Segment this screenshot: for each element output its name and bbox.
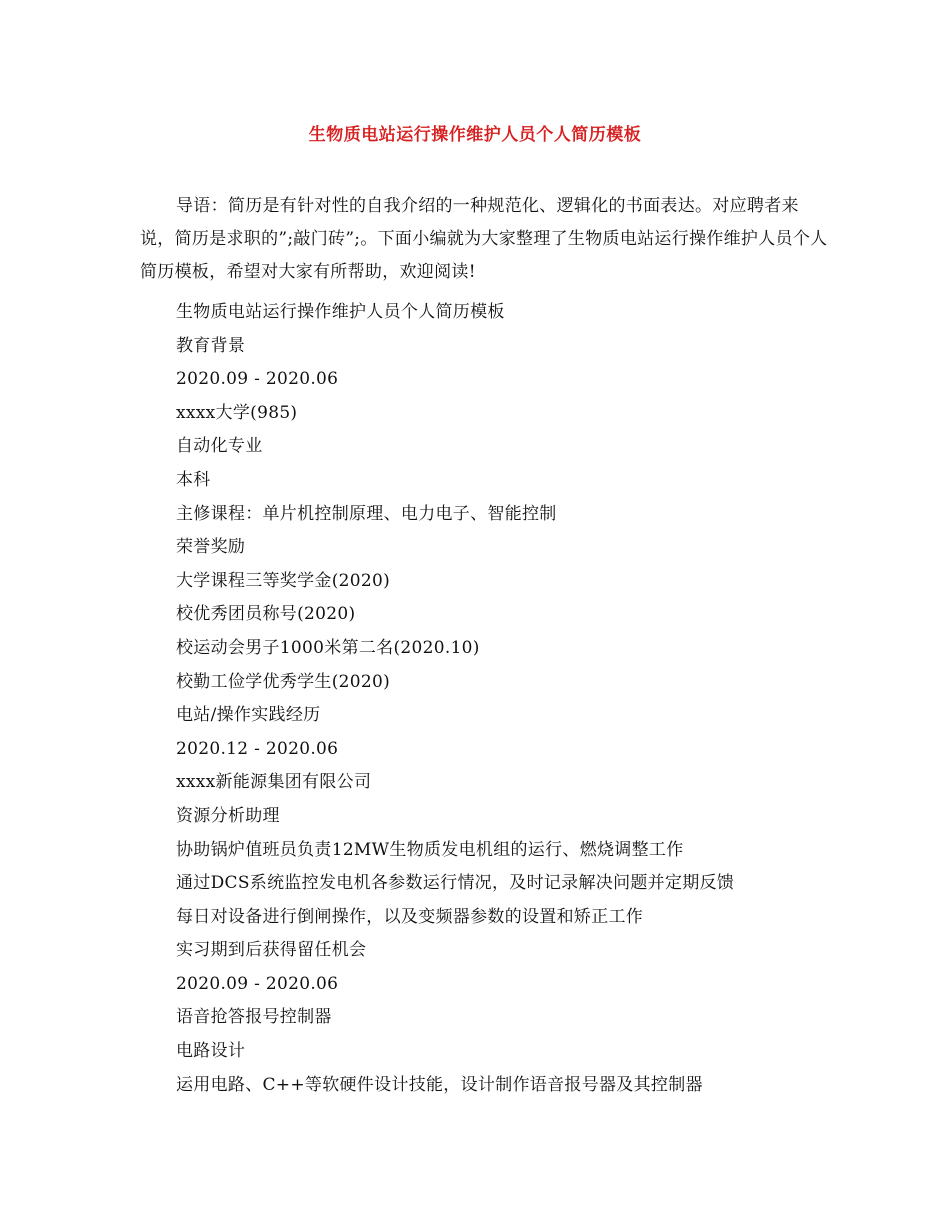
resume-body bbox=[176, 296, 876, 1102]
line-project-detail: 运用电路、C++等软硬件设计技能，设计制作语音报号器及其控制器 bbox=[176, 1074, 703, 1095]
line-experience-dates: 2020.12 - 2020.06 bbox=[176, 738, 339, 759]
line-degree: 本科 bbox=[176, 469, 211, 490]
line-honor: 大学课程三等奖学金(2020) bbox=[176, 570, 391, 591]
line-education-dates: 2020.09 - 2020.06 bbox=[176, 369, 339, 390]
line-honor: 校勤工俭学优秀学生(2020) bbox=[176, 671, 391, 692]
line-major: 自动化专业 bbox=[176, 436, 263, 457]
intro-paragraph: 导语：简历是有针对性的自我介绍的一种规范化、逻辑化的书面表达。对应聘者来说，简历是求职的”;敲门砖”;。下面小编就为大家整理了生物质电站运行操作维护人员个人简历模板，希望对大家有所帮助，欢迎阅读! bbox=[140, 196, 828, 282]
line-courses: 主修课程：单片机控制原理、电力电子、智能控制 bbox=[176, 503, 557, 524]
line-duty: 通过DCS系统监控发电机各参数运行情况，及时记录解决问题并定期反馈 bbox=[176, 873, 735, 894]
line-project-role: 电路设计 bbox=[176, 1041, 246, 1062]
line-duty: 协助锅炉值班员负责12MW生物质发电机组的运行、燃烧调整工作 bbox=[176, 839, 684, 860]
line-honor: 校运动会男子1000米第二名(2020.10) bbox=[176, 637, 480, 658]
line-project-name: 语音抢答报号控制器 bbox=[176, 1007, 332, 1028]
document-title: 生物质电站运行操作维护人员个人简历模板 bbox=[308, 125, 642, 145]
section-heading-honors: 荣誉奖励 bbox=[176, 537, 246, 558]
section-heading-experience: 电站/操作实践经历 bbox=[176, 705, 321, 726]
line-position: 资源分析助理 bbox=[176, 805, 280, 826]
line-resume-title: 生物质电站运行操作维护人员个人简历模板 bbox=[176, 302, 505, 322]
line-honor: 校优秀团员称号(2020) bbox=[176, 604, 356, 625]
section-heading-education: 教育背景 bbox=[176, 335, 246, 356]
line-company: xxxx新能源集团有限公司 bbox=[176, 772, 372, 793]
line-duty: 实习期到后获得留任机会 bbox=[176, 940, 367, 961]
line-university: xxxx大学(985) bbox=[176, 402, 298, 423]
line-project-dates: 2020.09 - 2020.06 bbox=[176, 973, 339, 994]
line-duty: 每日对设备进行倒闸操作，以及变频器参数的设置和矫正工作 bbox=[176, 906, 644, 927]
